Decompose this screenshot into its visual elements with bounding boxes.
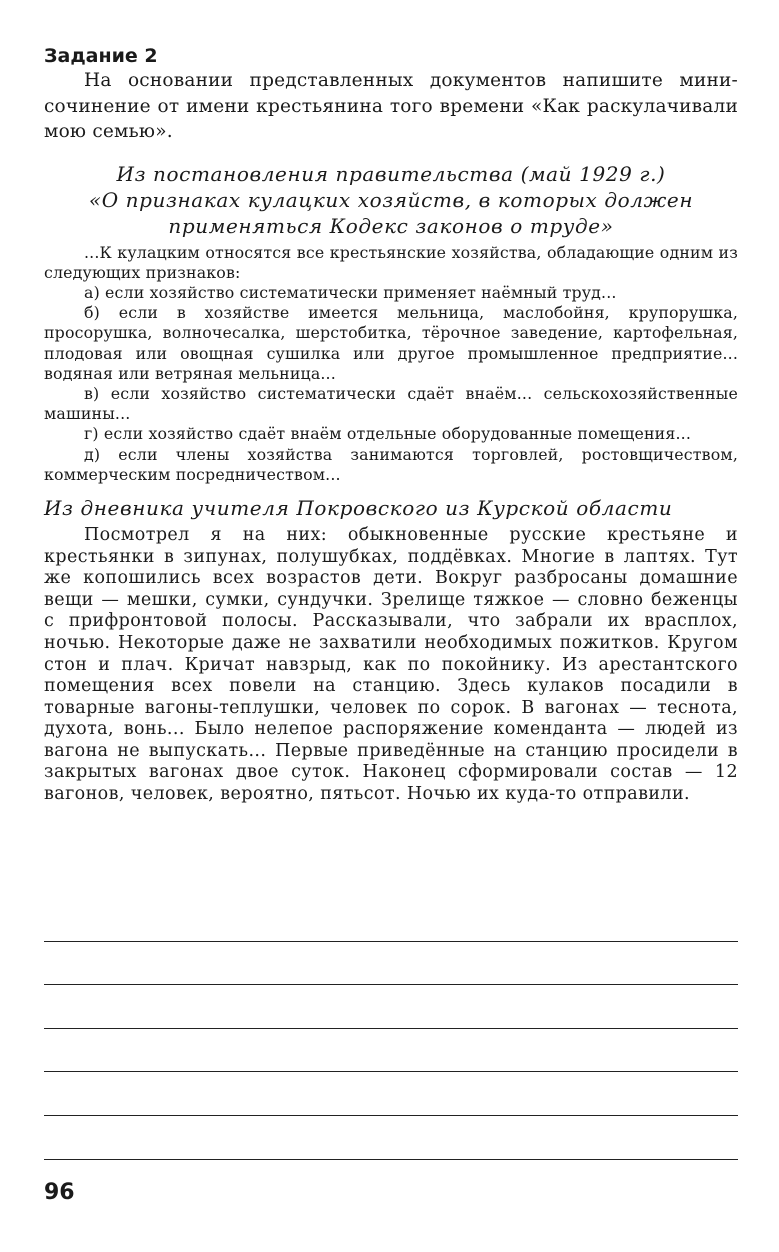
decree-title [44, 161, 738, 239]
decree-title-line2: «О признаках кулацких хозяйств, в которых должен [88, 187, 694, 212]
decree-item-b: б) если в хозяйстве имеется мельница, маслобойня, крупорушка, просорушка, волночесалка, шерстобитка, тёрочное заведение, картофельная, плодовая или овощная сушилка или другое промышленное предприятие... водяная или ветряная мельница... [44, 303, 738, 383]
diary-text: Посмотрел я на них: обыкновенные русские крестьяне и крестьянки в зипунах, полушубках, поддёвках. Многие в лаптях. Тут же копошились всех возрастов дети. Вокруг разбросаны домашние вещи — мешки, сумки, сундучки. Зрелище тяжкое — словно беженцы с прифронтовой полосы. Рассказывали, что забрали их врасплох, ночью. Некоторые даже не захватили необходимых пожитков. Кругом стон и плач. Кричат навзрыд, как по покойнику. Из арестантского помещения всех повели на станцию. Здесь кулаков посадили в товарные вагоны-теплушки, человек по сорок. В вагонах — теснота, духота, вонь... Было нелепое распоряжение коменданта — людей из вагона не выпускать... Первые приведённые на станцию просидели в закрытых вагонах двое суток. Наконец сформировали состав — 12 вагонов, человек, вероятно, пятьсот. Ночью их куда-то отправили. [44, 524, 738, 805]
task-text: На основании представленных документов напишите мини-сочинение от имени крестьянина того времени «Как раскулачивали мою семью». [44, 70, 738, 142]
decree-title-line1: Из постановления правительства (май 1929 г.) [116, 161, 666, 186]
decree-item-g: г) если хозяйство сдаёт внаём отдельные оборудованные помещения... [84, 424, 691, 444]
answer-line[interactable] [44, 1029, 738, 1073]
page-content [44, 44, 738, 806]
decree-item-a: а) если хозяйство систематически применяет наёмный труд... [84, 282, 617, 302]
answer-line[interactable] [44, 898, 738, 942]
task-title: Задание 2 [44, 45, 158, 67]
decree-item-v: в) если хозяйство систематически сдаёт внаём... сельскохозяйственные машины... [44, 383, 738, 424]
answer-line[interactable] [44, 1072, 738, 1116]
answer-line[interactable] [44, 942, 738, 986]
diary-title: Из дневника учителя Покровского из Курской области [44, 495, 673, 520]
page-number: 96 [44, 1180, 75, 1205]
answer-line[interactable] [44, 985, 738, 1029]
decree-item-d: д) если члены хозяйства занимаются торговлей, ростовщичеством, коммерческим посредничеством... [44, 444, 738, 484]
answer-lines [44, 898, 738, 1160]
answer-line[interactable] [44, 1116, 738, 1160]
decree-intro: ...К кулацким относятся все крестьянские хозяйства, обладающие одним из следующих признаков: [44, 242, 738, 282]
decree-title-line3: применяться Кодекс законов о труде» [168, 213, 614, 238]
